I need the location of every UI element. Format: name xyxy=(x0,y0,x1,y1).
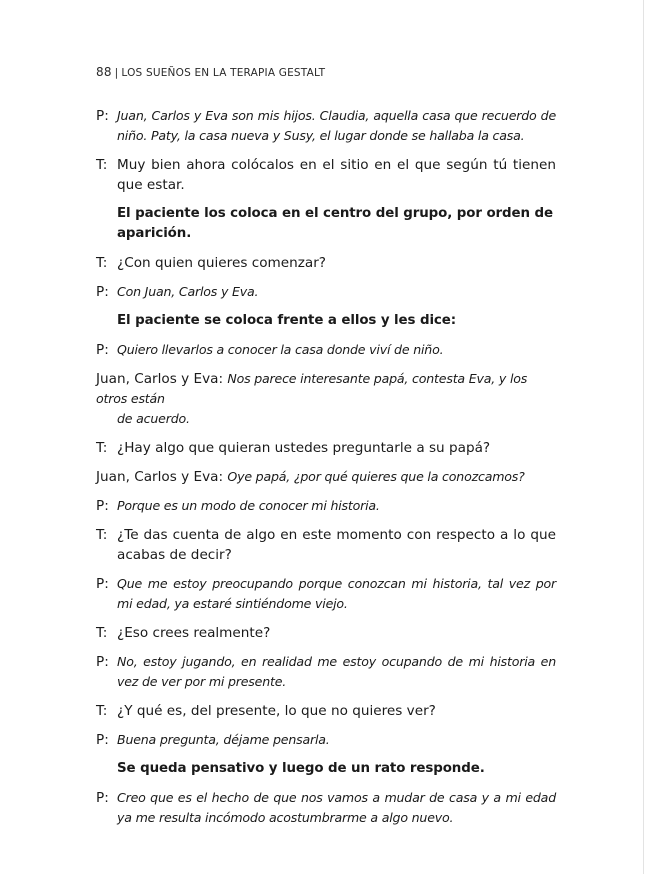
dialogue-turn xyxy=(96,788,556,828)
speaker-label: P: xyxy=(96,790,109,806)
group-speaker-label: Juan, Carlos y Eva: xyxy=(96,371,224,387)
header-separator: | xyxy=(114,67,119,79)
speaker-label: T: xyxy=(96,157,108,173)
speaker-label: T: xyxy=(96,527,108,543)
patient-line: Juan, Carlos y Eva son mis hijos. Claudia, aquella casa que recuerdo de niño. Paty, la casa nueva y Susy, el lugar donde se hallaba la casa. xyxy=(117,108,556,143)
dialogue-turn xyxy=(96,253,556,273)
speaker-label: T: xyxy=(96,255,108,271)
dialogue-turn-group xyxy=(96,369,556,429)
speaker-label: P: xyxy=(96,732,109,748)
group-speaker-label: Juan, Carlos y Eva: xyxy=(96,469,224,485)
therapist-line: ¿Y qué es, del presente, lo que no quieres ver? xyxy=(117,703,436,719)
group-line: Oye papá, ¿por qué quieres que la conozcamos? xyxy=(227,469,525,484)
patient-line: Que me estoy preocupando porque conozcan mi historia, tal vez por mi edad, ya estaré sintiéndome viejo. xyxy=(117,576,556,611)
stage-direction: El paciente se coloca frente a ellos y les dice: xyxy=(117,313,457,328)
therapist-line: ¿Hay algo que quieran ustedes preguntarle a su papá? xyxy=(117,440,491,456)
group-line: Nos parece interesante papá, contesta Eva, y los otros están xyxy=(96,371,528,406)
dialogue-turn xyxy=(96,652,556,692)
dialogue-turn xyxy=(96,106,556,146)
speaker-label: P: xyxy=(96,654,109,670)
speaker-label: T: xyxy=(96,703,108,719)
speaker-label: P: xyxy=(96,342,109,358)
patient-line: Quiero llevarlos a conocer la casa donde viví de niño. xyxy=(117,342,444,357)
patient-line: Buena pregunta, déjame pensarla. xyxy=(117,732,330,747)
book-title: LOS SUEÑOS EN LA TERAPIA GESTALT xyxy=(121,67,326,79)
page-number: 88 xyxy=(96,65,112,79)
speaker-label: P: xyxy=(96,576,109,592)
dialogue-turn xyxy=(96,282,556,302)
speaker-label: P: xyxy=(96,498,109,514)
dialogue-turn xyxy=(96,701,556,721)
speaker-label: P: xyxy=(96,284,109,300)
speaker-label: P: xyxy=(96,108,109,124)
page-edge-line xyxy=(643,0,644,874)
therapist-line: ¿Te das cuenta de algo en este momento con respecto a lo que acabas de decir? xyxy=(117,527,556,563)
dialogue-turn xyxy=(96,525,556,565)
dialogue-turn xyxy=(96,496,556,516)
stage-direction: Se queda pensativo y luego de un rato responde. xyxy=(117,761,485,776)
patient-line: No, estoy jugando, en realidad me estoy ocupando de mi historia en vez de ver por mi presente. xyxy=(117,654,556,689)
patient-line: Creo que es el hecho de que nos vamos a mudar de casa y a mi edad ya me resulta incómodo acostumbrarme a algo nuevo. xyxy=(117,790,556,825)
dialogue-turn xyxy=(96,623,556,643)
dialogue-turn-group xyxy=(96,467,556,487)
speaker-label: T: xyxy=(96,440,108,456)
patient-line: Porque es un modo de conocer mi historia. xyxy=(117,498,380,513)
dialogue-body xyxy=(96,106,556,837)
speaker-label: T: xyxy=(96,625,108,641)
dialogue-turn xyxy=(96,574,556,614)
dialogue-turn xyxy=(96,340,556,360)
therapist-line: Muy bien ahora colócalos en el sitio en el que según tú tienen que estar. xyxy=(117,157,556,193)
dialogue-turn xyxy=(96,155,556,195)
group-line-continuation: de acuerdo. xyxy=(117,411,190,426)
patient-line: Con Juan, Carlos y Eva. xyxy=(117,284,259,299)
running-header xyxy=(96,65,325,79)
therapist-line: ¿Con quien quieres comenzar? xyxy=(117,255,327,271)
dialogue-turn xyxy=(96,438,556,458)
stage-direction: El paciente los coloca en el centro del grupo, por orden de aparición. xyxy=(117,206,553,241)
dialogue-turn xyxy=(96,730,556,750)
therapist-line: ¿Eso crees realmente? xyxy=(117,625,271,641)
